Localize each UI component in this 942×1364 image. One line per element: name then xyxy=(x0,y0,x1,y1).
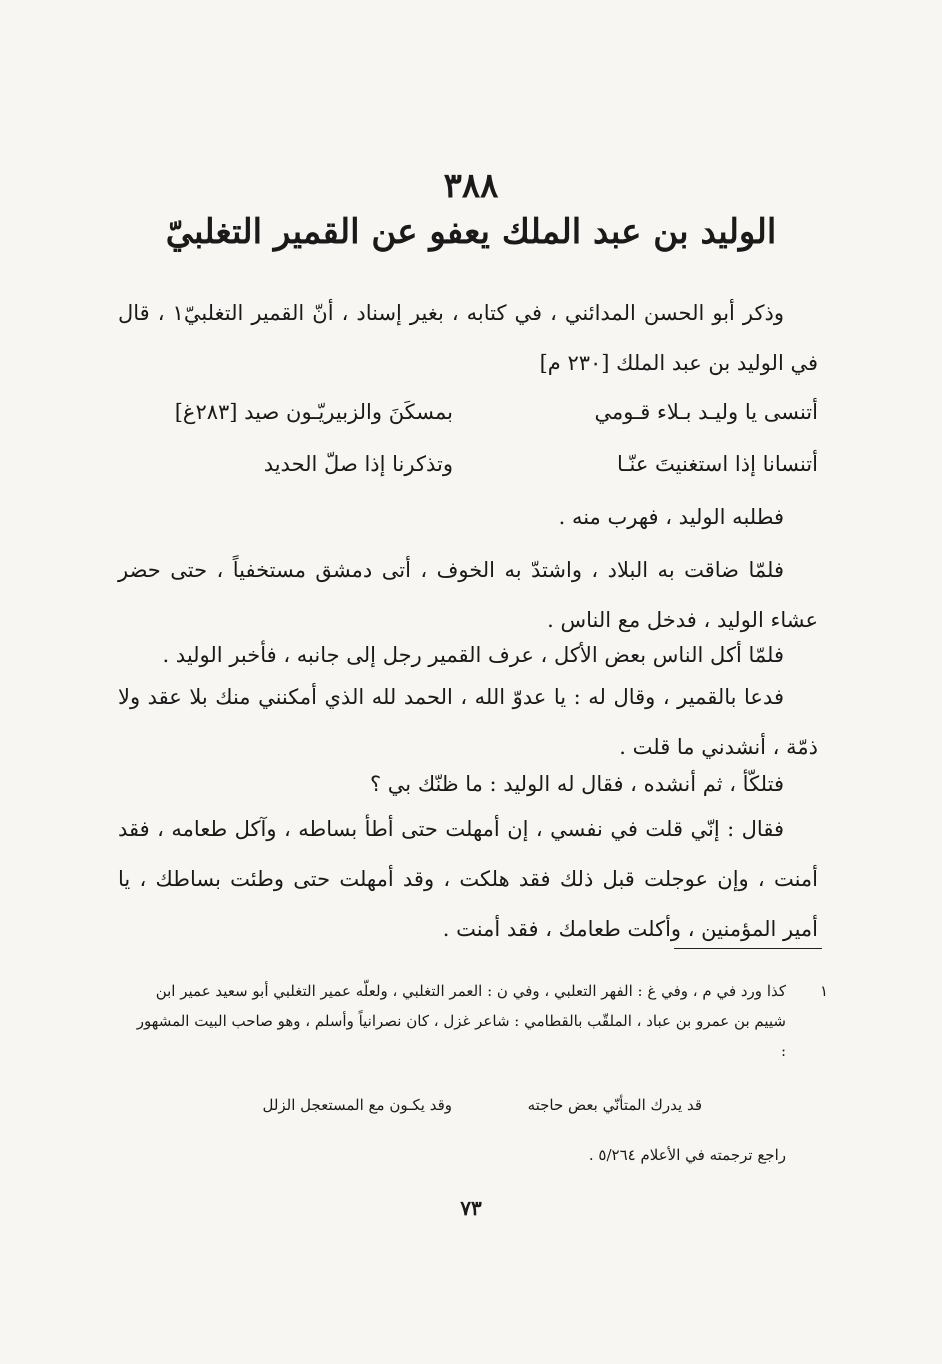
footnote-verse xyxy=(222,1096,702,1114)
paragraph-text: فلمّا أكل الناس بعض الأكل ، عرف القمير رجل إلى جانبه ، فأخبر الوليد . xyxy=(162,643,784,667)
footnote-reference: راجع ترجمته في الأعلام ٥/٢٦٤ . xyxy=(588,1146,786,1164)
entry-number: ٣٨٨ xyxy=(443,166,499,206)
paragraph-intro-text: وذكر أبو الحسن المدائني ، في كتابه ، بغير إسناد ، أنّ القمير التغلبيّ١ ، قال في الوليد بن عبد الملك [٢٣٠ م] xyxy=(118,301,818,375)
footnote-verse-second: وقد يكـون مع المستعجل الزلل xyxy=(262,1096,452,1114)
footnote-divider xyxy=(674,948,822,949)
footnote-verse-first: قد يدرك المتأنّي بعض حاجته xyxy=(527,1096,702,1114)
verse-hemistich-second: بمسكَنَ والزبيريّـون صيد [٢٨٣غ] xyxy=(174,400,453,424)
paragraph-text: فطلبه الوليد ، فهرب منه . xyxy=(558,505,784,529)
verse-line xyxy=(118,390,818,442)
entry-title: الوليد بن عبد الملك يعفو عن القمير التغلبيّ xyxy=(165,212,777,252)
paragraph-intro xyxy=(118,288,818,388)
verse-line xyxy=(118,442,818,494)
paragraph-text: فلمّا ضاقت به البلاد ، واشتدّ به الخوف ، أتى دمشق مستخفياً ، حتى حضر عشاء الوليد ، فدخل مع الناس . xyxy=(118,558,818,632)
verse-hemistich-first: أتنسانا إذا استغنيتَ عنّـا xyxy=(616,452,818,476)
paragraph-text: فتلكّأ ، ثم أنشده ، فقال له الوليد : ما ظنّك بي ؟ xyxy=(369,772,784,796)
verse-hemistich-first: أتنسى يا وليـد بـلاء قـومي xyxy=(594,400,818,424)
paragraph xyxy=(118,672,818,772)
verse-hemistich-second: وتذكرنا إذا صلّ الحديد xyxy=(263,452,453,476)
poem-verses xyxy=(118,390,818,494)
paragraph xyxy=(118,804,818,954)
paragraph xyxy=(118,759,818,809)
footnote xyxy=(128,976,828,1066)
paragraph xyxy=(118,492,818,542)
footnote-text: كذا ورد في م ، وفي غ : الفهر التعلبي ، وفي ن : العمر التغلبي ، ولعلّه عمير التغلبي أبو سعيد عمير ابن شييم بن عمرو بن عباد ، الملقّب بالقطامي : شاعر غزل ، كان نصرانياً وأسلم ، وهو صاحب البيت المشهور : xyxy=(136,982,786,1060)
paragraph-text: فقال : إنّي قلت في نفسي ، إن أمهلت حتى أطأ بساطه ، وآكل طعامه ، فقد أمنت ، وإن عوجلت قبل ذلك فقد هلكت ، وقد أمهلت حتى وطئت بساطك ، يا أمير المؤمنين ، وأكلت طعامك ، فقد أمنت . xyxy=(118,817,818,941)
footnote-number: ١ xyxy=(819,982,828,1000)
paragraph-text: فدعا بالقمير ، وقال له : يا عدوّ الله ، الحمد لله الذي أمكنني منك بلا عقد ولا ذمّة ، أنشدني ما قلت . xyxy=(118,685,818,759)
page-number: ٧٣ xyxy=(460,1196,482,1220)
